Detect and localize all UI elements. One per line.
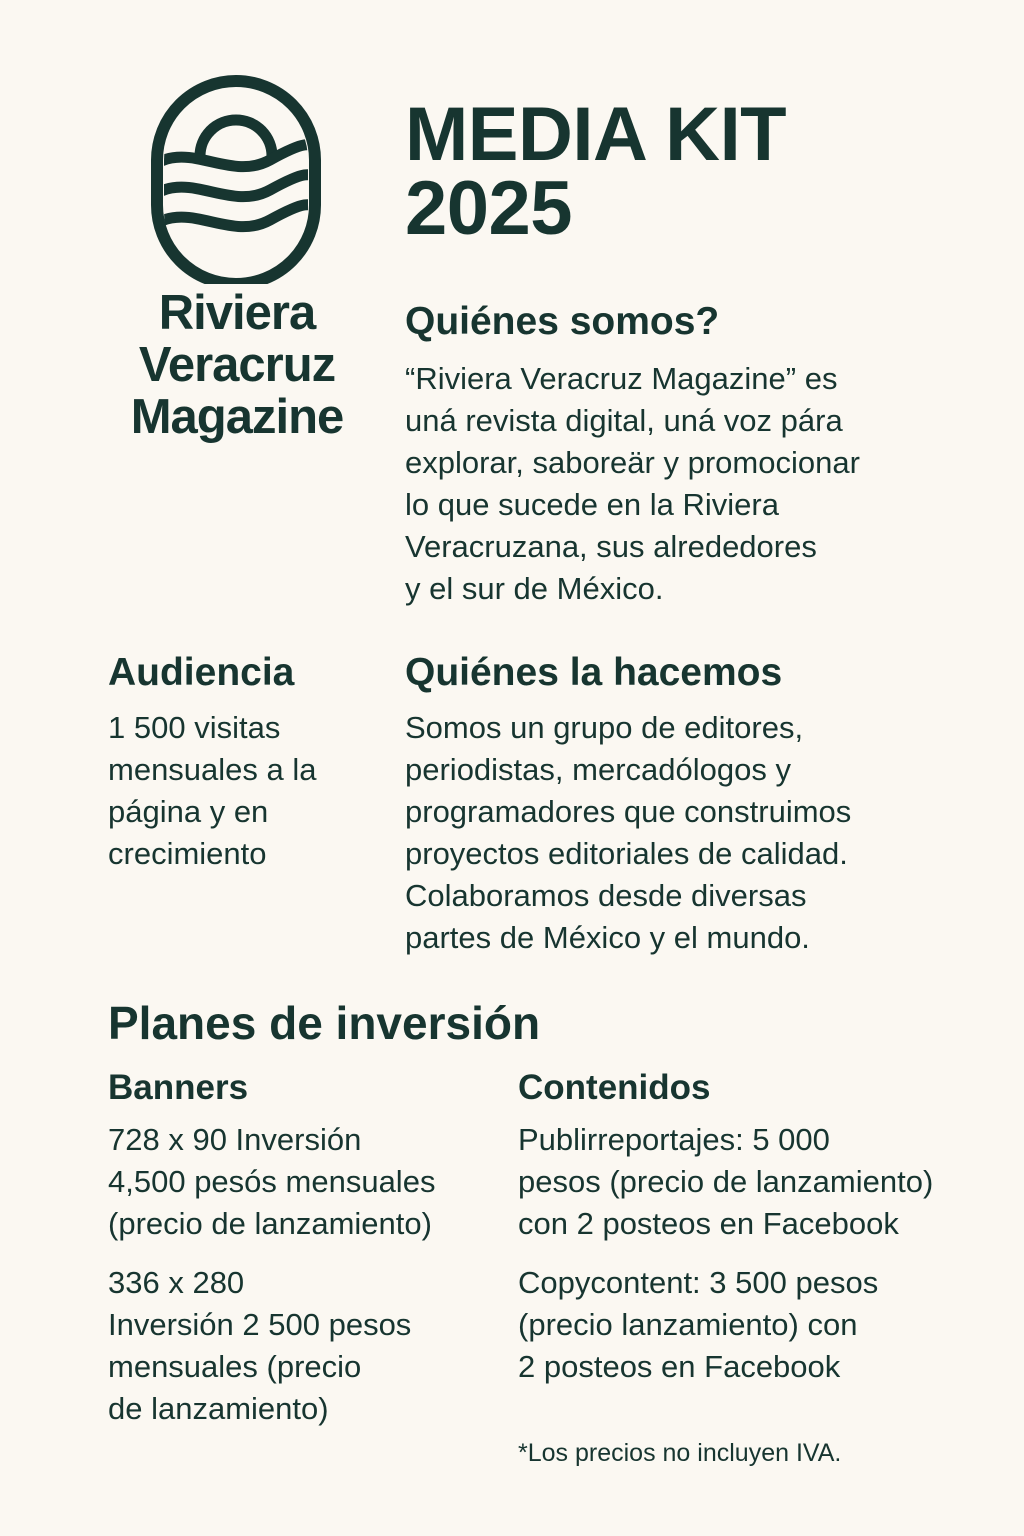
text-line: 728 x 90 Inversión [108,1122,362,1157]
content-plan-copycontent [518,1262,878,1388]
text-line: lo que sucede en la Riviera [405,487,779,522]
logo-mark [150,74,322,284]
text-line: y el sur de México. [405,571,664,606]
page-title [405,92,787,251]
text-line: explorar, saboreär y promocionar [405,445,860,480]
text-line: crecimiento [108,836,267,871]
text-line: de lanzamiento) [108,1391,329,1426]
text-line: periodistas, mercadólogos y [405,752,791,787]
banner-plan-728x90 [108,1119,435,1245]
contents-heading: Contenidos [518,1068,711,1107]
sun-over-waves-icon [150,74,322,284]
title-line-1: MEDIA KIT [405,92,787,177]
audience-text [108,707,317,875]
text-line: 336 x 280 [108,1265,245,1300]
text-line: programadores que construimos [405,794,852,829]
content-plan-publirreportajes [518,1119,933,1245]
plans-heading: Planes de inversión [108,997,541,1049]
who-we-are-text [405,358,860,610]
text-line: proyectos editoriales de calidad. [405,836,848,871]
team-text [405,707,851,959]
text-line: mensuales (precio [108,1349,362,1384]
text-line: Veracruzana, sus alrededores [405,529,817,564]
banners-heading: Banners [108,1068,249,1107]
text-line: 2 posteos en Facebook [518,1349,841,1384]
tax-footnote: *Los precios no incluyen IVA. [518,1439,842,1467]
text-line: Inversión 2 500 pesos [108,1307,412,1342]
text-line: con 2 posteos en Facebook [518,1206,899,1241]
text-line: 4,500 pesós mensuales [108,1164,436,1199]
text-line: 1 500 visitas [108,710,281,745]
brand-name-line: Magazine [130,390,344,444]
text-line: uná revista digital, uná voz pára [405,403,843,438]
text-line: (precio lanzamiento) con [518,1307,858,1342]
banner-plan-336x280 [108,1262,411,1430]
audience-heading: Audiencia [108,651,295,694]
text-line: Publirreportajes: 5 000 [518,1122,830,1157]
text-line: partes de México y el mundo. [405,920,810,955]
brand-name-line: Riviera [158,286,316,340]
text-line: (precio de lanzamiento) [108,1206,432,1241]
brand-name [96,287,378,443]
team-heading: Quiénes la hacemos [405,651,783,694]
text-line: “Riviera Veracruz Magazine” es [405,361,838,396]
text-line: pesos (precio de lanzamiento) [518,1164,934,1199]
text-line: Colaboramos desde diversas [405,878,807,913]
who-we-are-heading: Quiénes somos? [405,300,720,343]
text-line: página y en [108,794,269,829]
title-line-2: 2025 [405,166,573,251]
text-line: Copycontent: 3 500 pesos [518,1265,879,1300]
text-line: mensuales a la [108,752,317,787]
brand-name-line: Veracruz [138,338,336,392]
text-line: Somos un grupo de editores, [405,710,804,745]
